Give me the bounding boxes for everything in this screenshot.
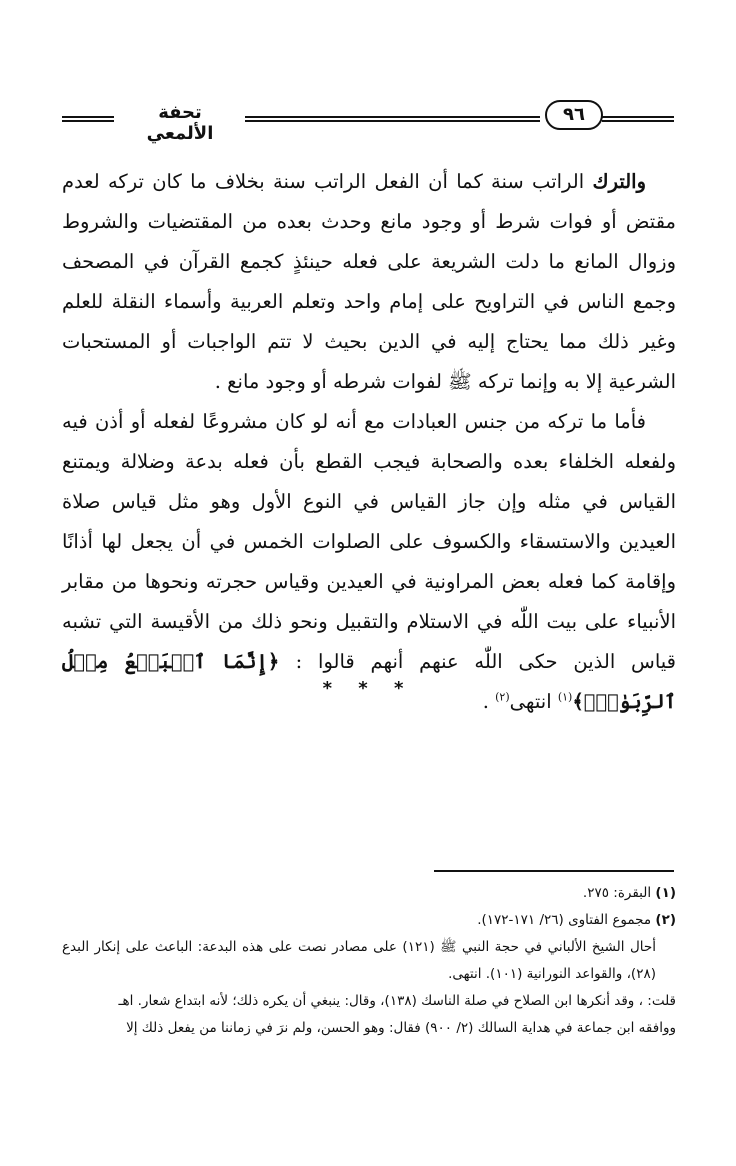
section-separator: * * * xyxy=(322,678,414,699)
footnote-1-text: البقرة: ٢٧٥. xyxy=(582,885,656,901)
paragraph-1 xyxy=(62,162,676,402)
footnote-2 xyxy=(62,907,676,934)
paragraph-2-text: فأما ما تركه من جنس العبادات مع أنه لو كان مشروعًا لفعله أو أذن فيه ولفعله الخلفاء بعده والصحابة فيجب القطع بأن فعله بدعة وضلالة ويمتنع القياس في مثله وإن جاز القياس في النوع الأول وهو مثل قياس صلاة العيدين والاستسقاء والكسوف على الصلوات الخمس في أن يجعل لها أذانًا وإقامة كما فعله بعض المراونية في العيدين وقياس حجرته ونحوها من مقابر الأنبياء على بيت اللّٰه في الاستلام والتقبيل ونحو ذلك من الأقيسة التي تشبه قياس الذين حكى اللّٰه عنهم أنهم قالوا : xyxy=(62,410,676,673)
paragraph-1-text: الراتب سنة كما أن الفعل الراتب سنة بخلاف ما كان تركه لعدم مقتض أو فوات شرط أو وجود مانع وحدث بعده من المقتضيات والشروط وزوال المانع ما دلت الشريعة على فعله حينئذٍ كجمع القرآن في المصحف وجمع الناس في التراويح على إمام واحد وتعلم العربية وأسماء النقلة للعلم وغير ذلك مما يحتاج إليه في الدين بحيث لا تتم الواجبات أو المستحبات الشرعية إلا به وإنما تركه ﷺ لفوات شرطه أو وجود مانع . xyxy=(62,170,676,393)
quran-quote: ﴿إِنَّمَا ٱلۡبَيۡعُ مِثۡلُ ٱلرِّبَوٰاْۗ﴾ xyxy=(62,650,676,713)
footnote-1 xyxy=(62,880,676,907)
end-mark: . xyxy=(482,690,496,713)
footnote-note-3: ووافقه ابن جماعة في هداية السالك (٢/ ٩٠٠) فقال: وهو الحسن، ولم نرَ في زماننا من يفعل ذلك إلا xyxy=(126,1020,676,1036)
footnote-ref-1[interactable]: (١) xyxy=(557,690,573,704)
footnote-note-2: قلت: ، وقد أنكرها ابن الصلاح في صلة الناسك (١٣٨)، وقال: ينبغي أن يكره ذلك؛ لأنه ابتداع شعار. اهـ xyxy=(118,993,676,1009)
paragraph-1-lead: والترك xyxy=(592,170,646,193)
footnote-2-number: (٢) xyxy=(655,912,676,928)
page-header xyxy=(62,96,674,144)
paragraph-2 xyxy=(62,402,676,722)
header-rule-middle xyxy=(245,116,540,122)
footnote-1-number: (١) xyxy=(655,885,676,901)
footnote-2-text: مجموع الفتاوى (٢٦/ ١٧١-١٧٢). xyxy=(477,912,656,928)
footnote-rule xyxy=(434,870,674,872)
header-rule-left xyxy=(62,116,114,122)
footnotes xyxy=(62,880,676,1042)
footnote-ref-2[interactable]: (٢) xyxy=(495,690,510,704)
running-title: تحفة الألمعي xyxy=(146,102,214,144)
footnote-note-1: أحال الشيخ الألباني في حجة النبي ﷺ (١٢١) على مصادر نصت على هذه البدعة: الباعث على إنكار البدع (٢٨)، والقواعد النورانية (١٠١). انتهى. xyxy=(62,939,656,982)
after-quote-text: انتهى xyxy=(509,690,558,713)
page-number: ٩٦ xyxy=(545,100,603,130)
main-text xyxy=(62,162,676,722)
header-rule-right xyxy=(602,116,674,122)
